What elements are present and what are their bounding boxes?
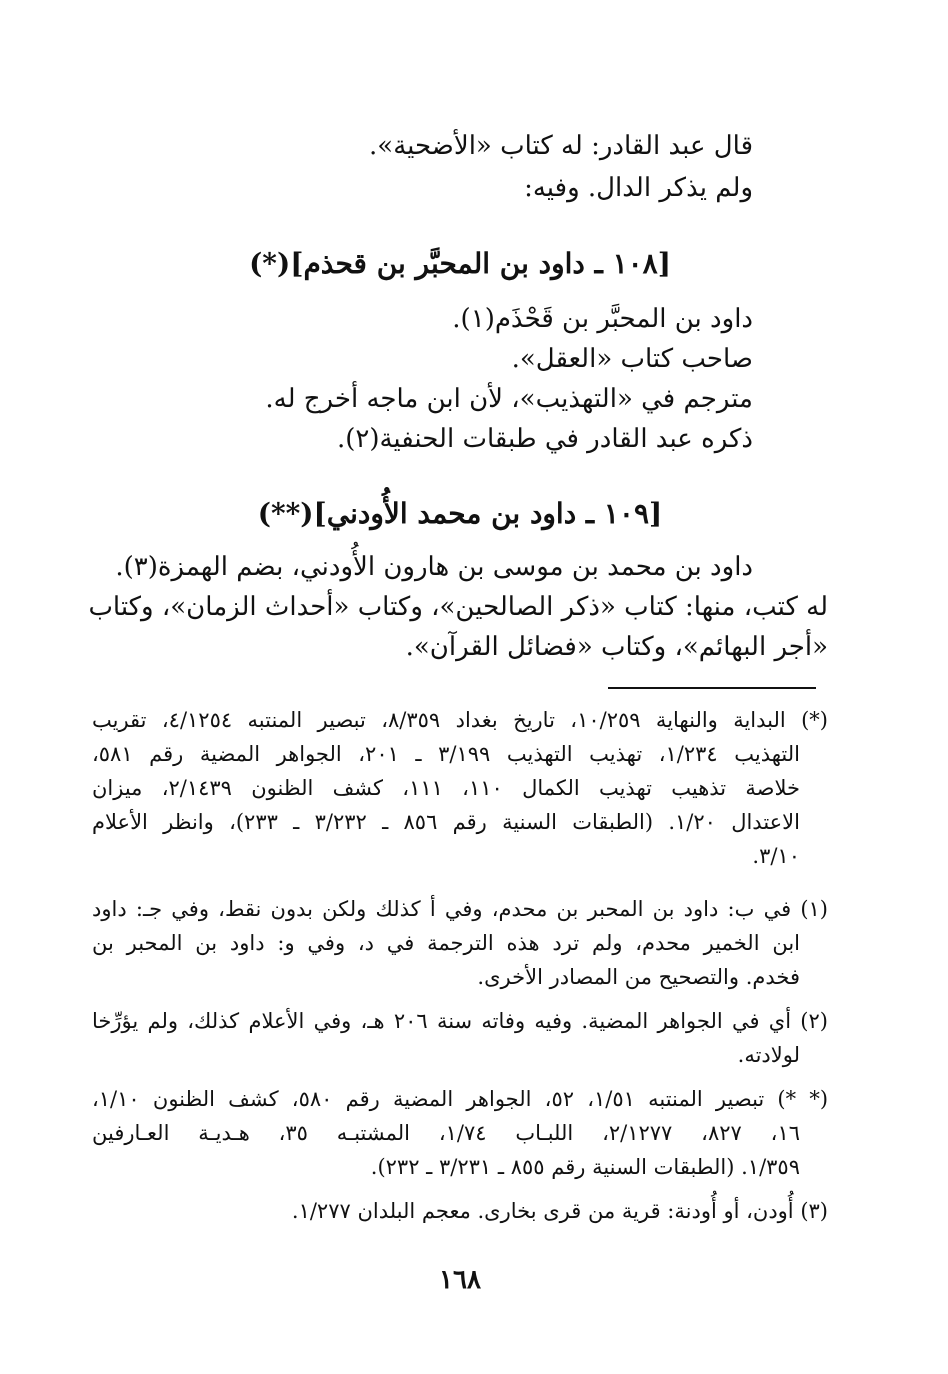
entry-109-line-1: داود بن محمد بن موسى بن هارون الأُودني، بضم الهمزة(٣). bbox=[115, 552, 753, 582]
entry-108-line-2: صاحب كتاب «العقل». bbox=[511, 344, 753, 374]
footnote-separator bbox=[608, 687, 816, 689]
footnote-1-line-3: فخدم. والتصحيح من المصادر الأخرى. bbox=[477, 965, 800, 989]
footnote-star-line-5: ٣/١٠. bbox=[752, 844, 800, 868]
intro-line-1: قال عبد القادر: له كتاب «الأضحية». bbox=[369, 131, 753, 161]
footnote-3-line-1: (٣) أُودن، أو أُودنة: قرية من قرى بخارى. معجم البلدان ١/٢٧٧. bbox=[291, 1199, 828, 1223]
footnote-double-star-line-2: ١٦، ٨٢٧، ٢/١٢٧٧، اللبـاب ١/٧٤، المشتبـه ٣٥، هـديـة العـارفين bbox=[92, 1121, 800, 1145]
book-page bbox=[88, 0, 829, 1374]
footnote-2-line-1: (٢) أي في الجواهر المضية. وفيه وفاته سنة ٢٠٦ هـ، وفي الأعلام كذلك، ولم يؤرِّخا bbox=[92, 1009, 828, 1033]
intro-line-2: ولم يذكر الدال. وفيه: bbox=[524, 173, 753, 203]
footnote-star-line-2: التهذيب ١/٢٣٤، تهذيب التهذيب ٣/١٩٩ ـ ٢٠١، الجواهر المضية رقم ٥٨١، bbox=[92, 742, 800, 766]
footnote-1-line-2: ابن الخمير محدم، ولم ترد هذه الترجمة في د، وفي و: داود بن المحبر بن bbox=[92, 931, 800, 955]
entry-108-heading: [١٠٨ ـ داود بن المحبَّر بن قحذم](*) bbox=[249, 247, 671, 280]
footnote-star-line-3: خلاصة تذهيب تهذيب الكمال ١١٠، ١١١، كشف الظنون ٢/١٤٣٩، ميزان bbox=[92, 776, 801, 800]
footnote-double-star-line-3: ١/٣٥٩. (الطبقات السنية رقم ٨٥٥ ـ ٣/٢٣١ ـ ٢٣٢). bbox=[370, 1155, 800, 1179]
entry-109-line-3: «أجر البهائم»، وكتاب «فضائل القرآن». bbox=[405, 632, 828, 662]
page-number: ١٦٨ bbox=[439, 1265, 481, 1295]
footnote-2-line-2: لولادته. bbox=[737, 1043, 800, 1067]
entry-109-line-2: له كتب، منها: كتاب «ذكر الصالحين»، وكتاب «أحداث الزمان»، وكتاب bbox=[88, 592, 828, 622]
footnote-star-line-1: (*) البداية والنهاية ١٠/٢٥٩، تاريخ بغداد ٨/٣٥٩، تبصير المنتبه ٤/١٢٥٤، تقريب bbox=[92, 708, 828, 732]
footnote-double-star-line-1: (* *) تبصير المنتبه ١/٥١، ٥٢، الجواهر المضية رقم ٥٨٠، كشف الظنون ١/١٠، bbox=[92, 1087, 829, 1111]
entry-108-line-1: داود بن المحبَّر بن قَحْذَم(١). bbox=[452, 304, 753, 334]
entry-109-heading: [١٠٩ ـ داود بن محمد الأُودني](**) bbox=[257, 497, 663, 530]
footnote-star-line-4: الاعتدال ١/٢٠. (الطبقات السنية رقم ٨٥٦ ـ ٣/٢٣٢ ـ ٢٣٣)، وانظر الأعلام bbox=[92, 810, 800, 834]
footnote-1-line-1: (١) في ب: داود بن المحبر بن محدم، وفي أ كذلك ولكن بدون نقط، وفي جـ: داود bbox=[92, 897, 828, 921]
entry-108-line-4: ذكره عبد القادر في طبقات الحنفية(٢). bbox=[336, 424, 753, 454]
entry-108-line-3: مترجم في «التهذيب»، لأن ابن ماجه أخرج له. bbox=[265, 384, 753, 414]
